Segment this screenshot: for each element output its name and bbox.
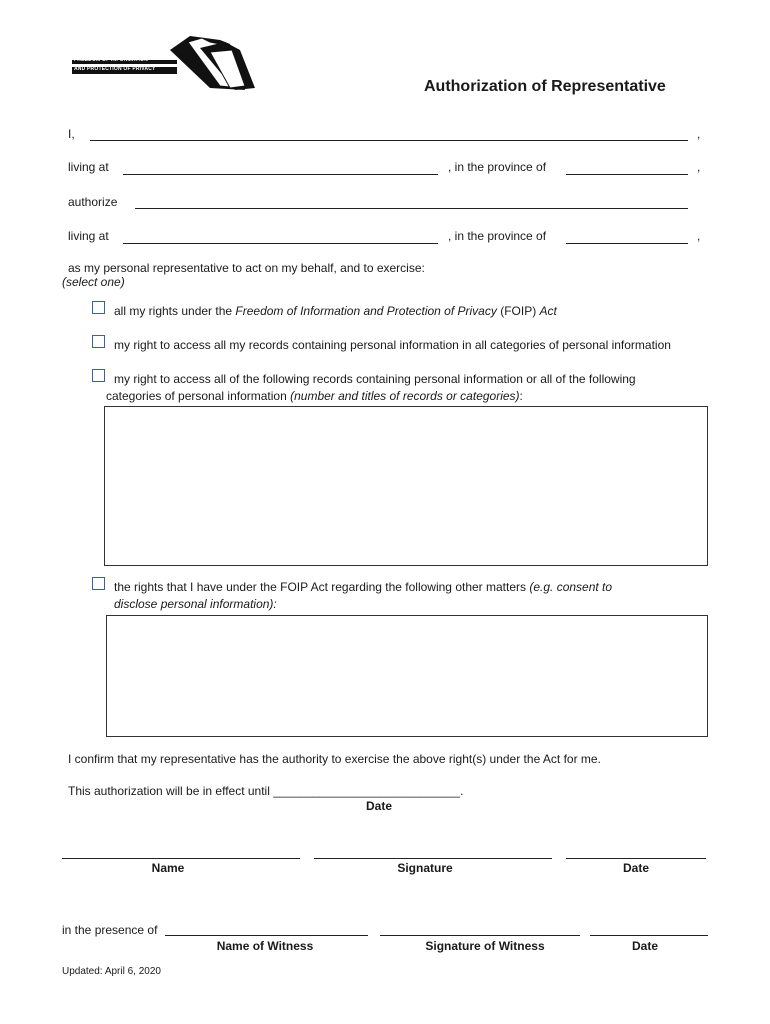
name-field[interactable]: [90, 140, 688, 141]
effect-date-label: Date: [365, 799, 392, 813]
presence-label: in the presence of: [62, 923, 158, 937]
select-one-text: (select one): [62, 275, 125, 289]
option-all-rights-checkbox[interactable]: [92, 301, 105, 314]
effect-text: This authorization will be in effect until ____________________________.: [68, 784, 464, 798]
province-field[interactable]: [566, 174, 688, 175]
comma: ,: [697, 160, 701, 174]
records-textarea[interactable]: [104, 406, 708, 566]
witness-date-line[interactable]: [590, 935, 708, 936]
option-other-matters-label-2: disclose personal information):: [114, 597, 277, 611]
province-label: , in the province of: [448, 160, 547, 174]
page-title: Authorization of Representative: [424, 78, 666, 95]
option-access-following-checkbox[interactable]: [92, 369, 105, 382]
option-access-all-checkbox[interactable]: [92, 335, 105, 348]
foip-logo: [70, 30, 260, 95]
witness-name-line[interactable]: [165, 935, 368, 936]
comma: ,: [697, 127, 701, 141]
province-label: , in the province of: [448, 229, 547, 243]
witness-signature-line[interactable]: [380, 935, 580, 936]
comma: ,: [697, 229, 701, 243]
date-line[interactable]: [566, 858, 706, 859]
representative-name-field[interactable]: [135, 208, 688, 209]
signature-label: Signature: [397, 861, 453, 875]
option-access-all-label: my right to access all my records containing personal information in all categories of personal information: [114, 338, 671, 352]
option-access-following-label-2: categories of personal information (number and titles of records or categories):: [106, 389, 523, 403]
i-label: I,: [68, 127, 75, 141]
option-all-rights-label: all my rights under the Freedom of Information and Protection of Privacy (FOIP) Act: [114, 304, 557, 318]
address-field[interactable]: [123, 174, 438, 175]
date-label: Date: [622, 861, 649, 875]
logo-line-2: AND PROTECTION OF PRIVACY: [74, 66, 156, 72]
intro-text: as my personal representative to act on my behalf, and to exercise:: [68, 261, 425, 275]
option-access-following-label: my right to access all of the following records containing personal information or all of the following: [114, 372, 636, 386]
living-label: living at: [68, 229, 109, 243]
witness-signature-label: Signature of Witness: [425, 939, 545, 953]
living-label: living at: [68, 160, 109, 174]
confirm-text: I confirm that my representative has the authority to exercise the above right(s) under the Act for me.: [68, 752, 601, 766]
witness-date-label: Date: [631, 939, 658, 953]
representative-address-field[interactable]: [123, 243, 438, 244]
name-label: Name: [151, 861, 185, 875]
updated-footer: Updated: April 6, 2020: [62, 966, 161, 977]
logo-line-1: FREEDOM OF INFORMATION: [74, 57, 149, 63]
other-matters-textarea[interactable]: [106, 615, 708, 737]
option-other-matters-checkbox[interactable]: [92, 577, 105, 590]
signature-line[interactable]: [314, 858, 552, 859]
authorize-label: authorize: [68, 195, 118, 209]
representative-province-field[interactable]: [566, 243, 688, 244]
witness-name-label: Name of Witness: [216, 939, 314, 953]
option-other-matters-label: the rights that I have under the FOIP Act regarding the following other matters (e.g. consent to: [114, 580, 613, 594]
name-signature-line[interactable]: [62, 858, 300, 859]
